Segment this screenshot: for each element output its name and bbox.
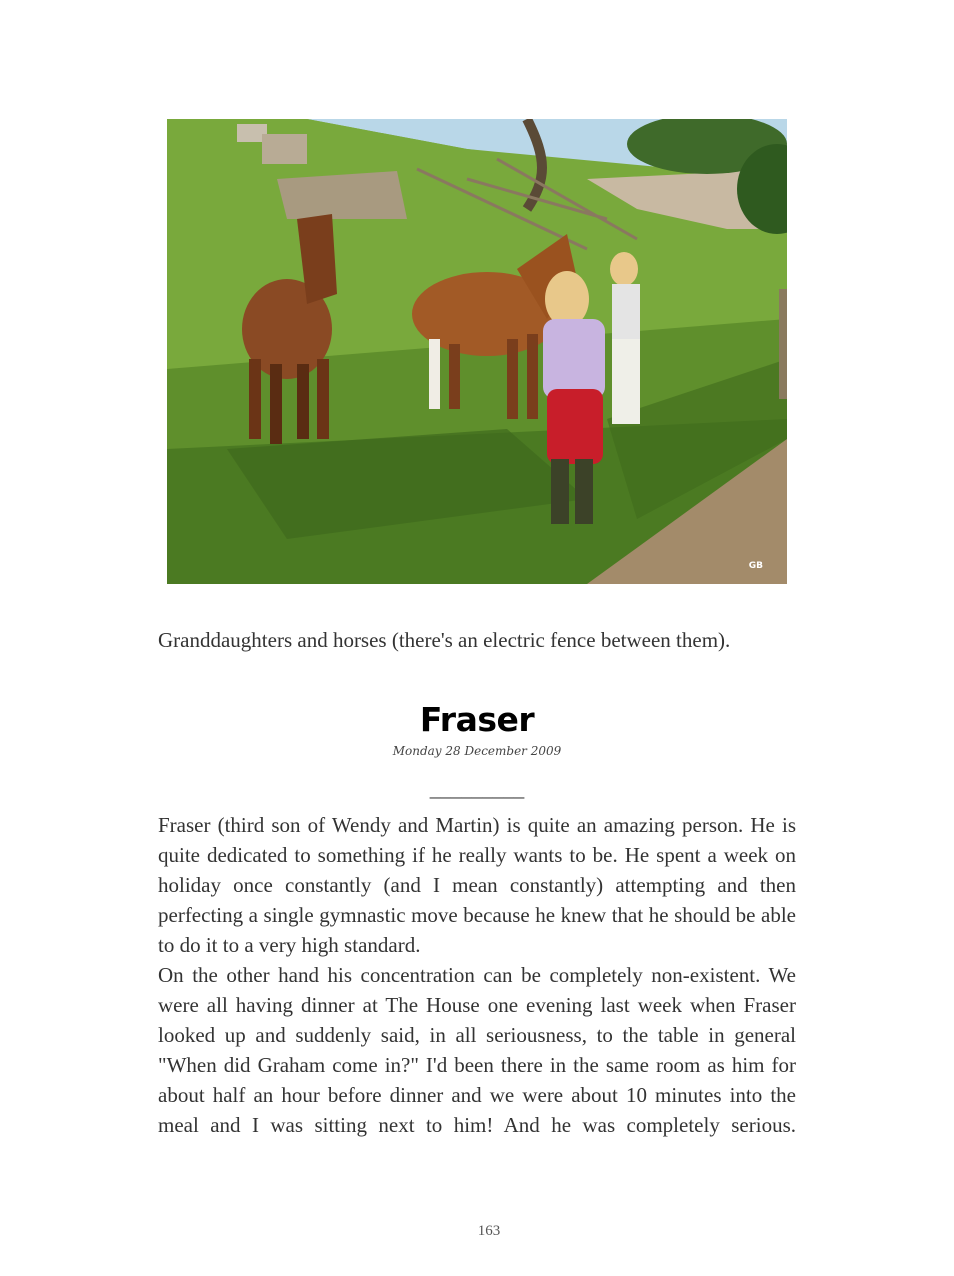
entry-date: Monday 28 December 2009 [392, 744, 562, 758]
entry-body [158, 810, 796, 1140]
photo [167, 119, 787, 584]
separator: _________ [429, 777, 525, 801]
paragraph: Fraser (third son of Wendy and Martin) is quite an amazing person. He is quite dedicated to something if he really wants to be. He spent a week on holiday once constantly (and I mean constantly) attempting and then perfecting a single gymnastic move because he knew that he should be able to do it to a very high standard. [158, 813, 796, 957]
paragraph: On the other hand his concentration can be completely non-existent. We were all having dinner at The House one evening last week when Fraser looked up and suddenly said, in all seriousness, to the table in general "When did Graham come in?" I'd been there in the same room as him for about half an hour before dinner and we were about 10 minutes into the meal and I was sitting next to him! And he was completely serious. [158, 963, 796, 1137]
entry-title: Fraser [419, 700, 535, 739]
horses-photo-illustration [167, 119, 787, 584]
photo-watermark: GB [748, 561, 763, 571]
photo-caption: Granddaughters and horses (there's an electric fence between them). [158, 628, 731, 652]
page-number: 163 [477, 1223, 501, 1239]
